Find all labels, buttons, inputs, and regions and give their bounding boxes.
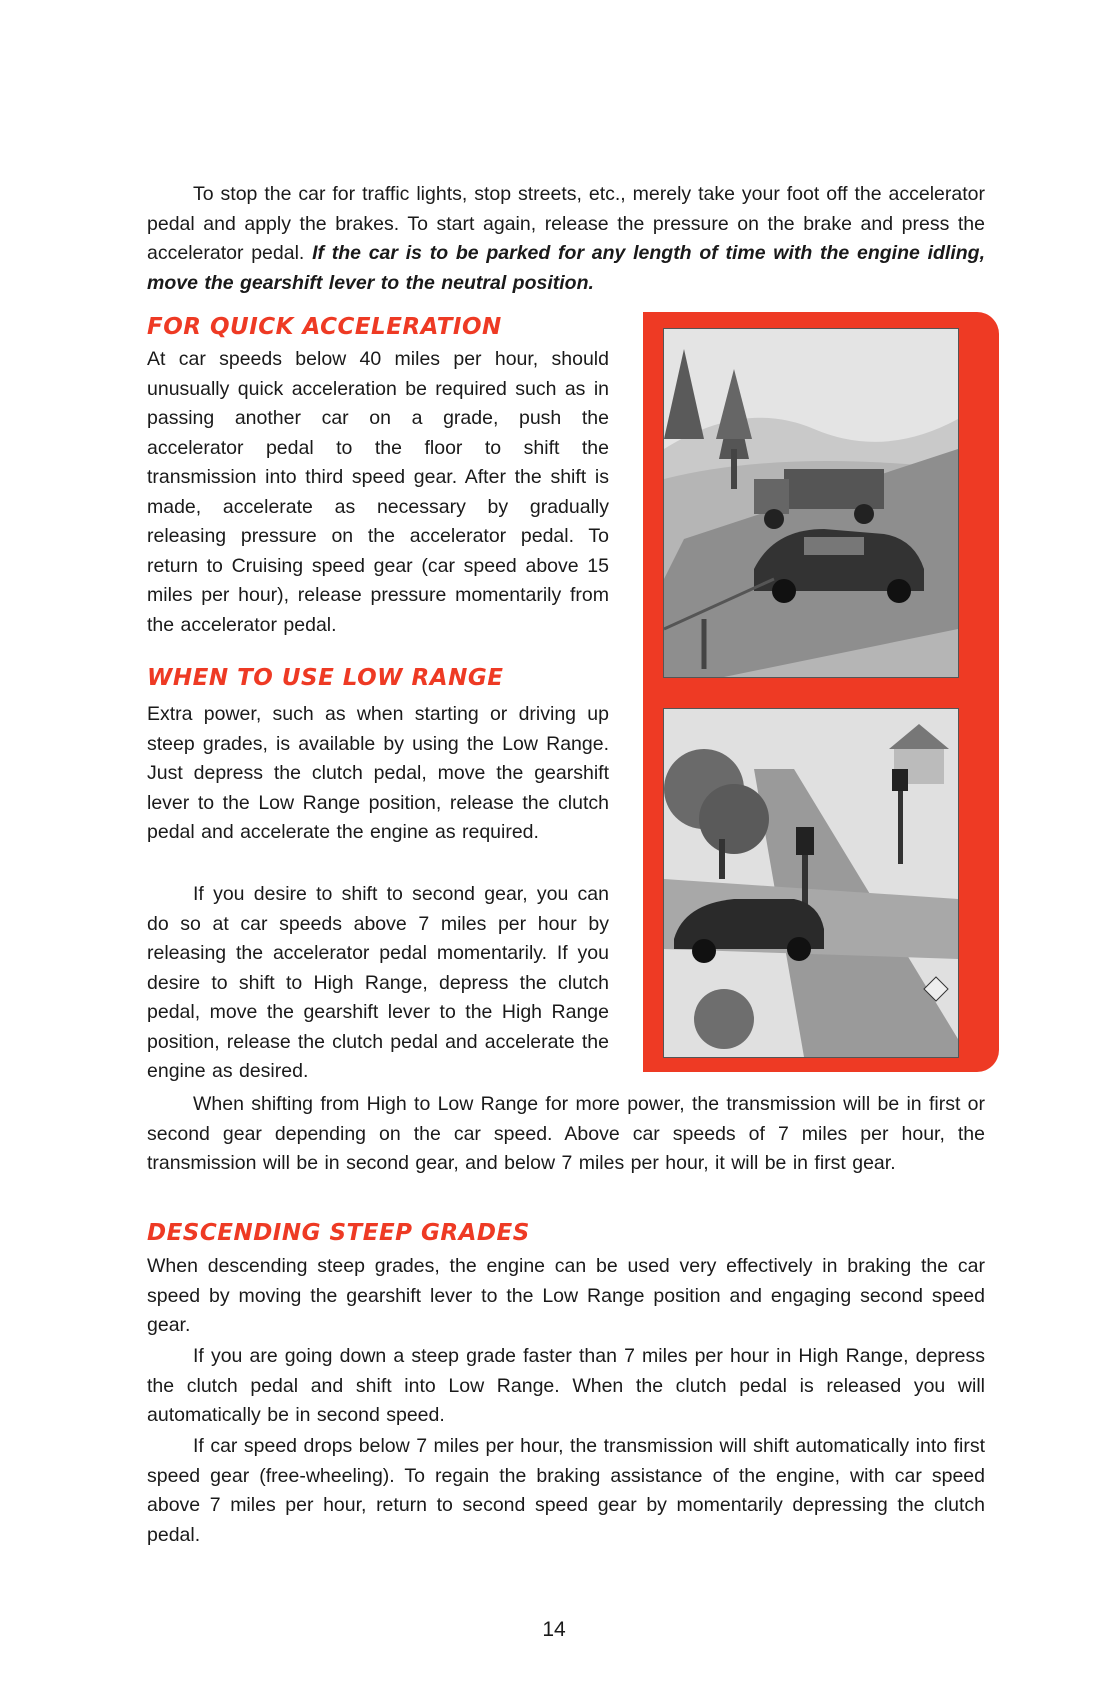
quick-acceleration-paragraph: At car speeds below 40 miles per hour, should unusually quick acceleration be required such as in passing another car on a grade, push the accelerator pedal to the floor to shift the transmission into third speed gear. After the shift is made, accelerate as necessary by gradually releasing pressure on the accelerator pedal. To return to Cruising speed gear (car speed above 15 miles per hour), release pressure momentarily from the accelerator pedal. <box>147 348 609 636</box>
descending-paragraph-1: When descending steep grades, the engine can be used very effectively in braking the car speed by moving the gearshift lever to the Low Range position and engaging second speed gear. <box>147 1255 985 1336</box>
heading-quick-acceleration: FOR QUICK ACCELERATION <box>147 314 502 340</box>
page-number: 14 <box>542 1618 566 1641</box>
low-range-paragraph-1: Extra power, such as when starting or driving up steep grades, is available by using the Low Range. Just depress the clutch pedal, move the gearshift lever to the Low Range position, release the clutch pedal and accelerate the engine as required. <box>147 703 609 843</box>
intro-parking-note: If the car is to be parked for any length of time with the engine idling, move the gearshift lever to the neutral position. <box>147 242 985 294</box>
heading-low-range: WHEN TO USE LOW RANGE <box>147 665 504 691</box>
illustration-passing-truck <box>663 328 959 678</box>
descending-paragraph-2: If you are going down a steep grade faster than 7 miles per hour in High Range, depress the clutch pedal and shift into Low Range. When the clutch pedal is released you will automatically be in second speed. <box>147 1345 985 1426</box>
illustration-intersection <box>663 708 959 1058</box>
low-range-paragraph-3: When shifting from High to Low Range for more power, the transmission will be in first or second gear depending on the car speed. Above car speeds of 7 miles per hour, the transmission will be in second gear, and below 7 miles per hour, it will be in first gear. <box>147 1093 985 1174</box>
intro-paragraph <box>147 180 985 298</box>
low-range-paragraph-2: If you desire to shift to second gear, you can do so at car speeds above 7 miles per hour by releasing the accelerator pedal momentarily. If you desire to shift to High Range, depress the clutch pedal, move the gearshift lever to the High Range position, release the clutch pedal and accelerate the engine as desired. <box>147 883 609 1082</box>
descending-paragraph-3: If car speed drops below 7 miles per hour, the transmission will shift automatically into first speed gear (free-wheeling). To regain the braking assistance of the engine, with car speed above 7 miles per hour, return to second speed gear by momentarily depressing the clutch pedal. <box>147 1435 985 1546</box>
intro-text: To stop the car for traffic lights, stop streets, etc., merely take your foot off the accelerator pedal and apply the brakes. To start again, release the pressure on the brake and press the accelerator pedal. <box>147 183 985 264</box>
heading-descending-steep-grades: DESCENDING STEEP GRADES <box>147 1220 530 1246</box>
